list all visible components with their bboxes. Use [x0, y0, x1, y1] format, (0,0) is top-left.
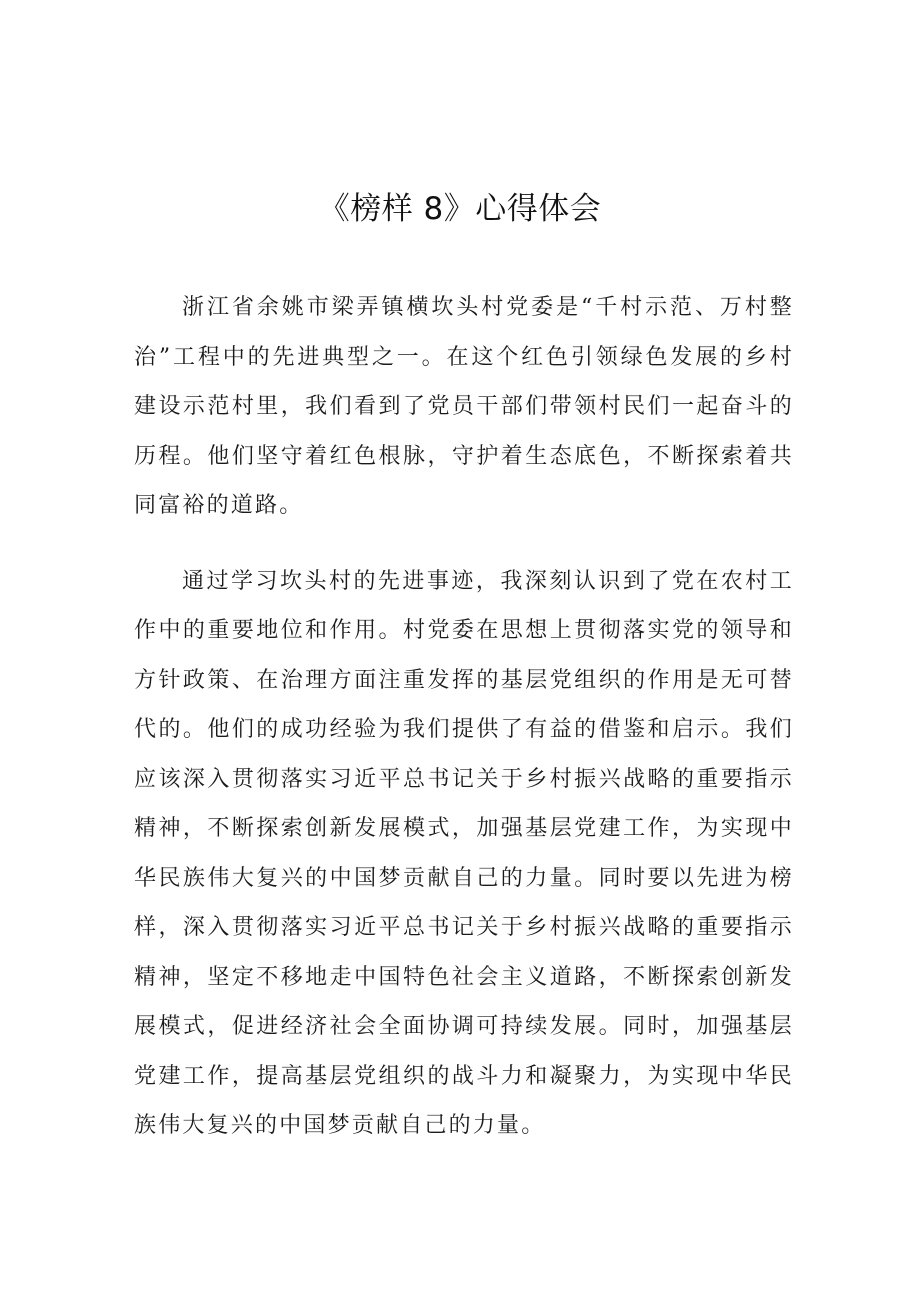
paragraph-2: 通过学习坎头村的先进事迹，我深刻认识到了党在农村工作中的重要地位和作用。村党委在思想上贯彻落实党的领导和方针政策、在治理方面注重发挥的基层党组织的作用是无可替代的。他们的成功经验为我们提供了有益的借鉴和启示。我们应该深入贯彻落实习近平总书记关于乡村振兴战略的重要指示精神，不断探索创新发展模式，加强基层党建工作，为实现中华民族伟大复兴的中国梦贡献自己的力量。同时要以先进为榜样，深入贯彻落实习近平总书记关于乡村振兴战略的重要指示精神，坚定不移地走中国特色社会主义道路，不断探索创新发展模式，促进经济社会全面协调可持续发展。同时，加强基层党建工作，提高基层党组织的战斗力和凝聚力，为实现中华民族伟大复兴的中国梦贡献自己的力量。 [134, 568, 794, 1138]
document-title: 《榜样 8》心得体会 [318, 191, 602, 227]
paragraph-1: 浙江省余姚市梁弄镇横坎头村党委是“千村示范、万村整治”工程中的先进典型之一。在这个红色引领绿色发展的乡村建设示范村里，我们看到了党员干部们带领村民们一起奋斗的历程。他们坚守着红色根脉，守护着生态底色，不断探索着共同富裕的道路。 [134, 295, 794, 518]
document-body [134, 283, 794, 1177]
